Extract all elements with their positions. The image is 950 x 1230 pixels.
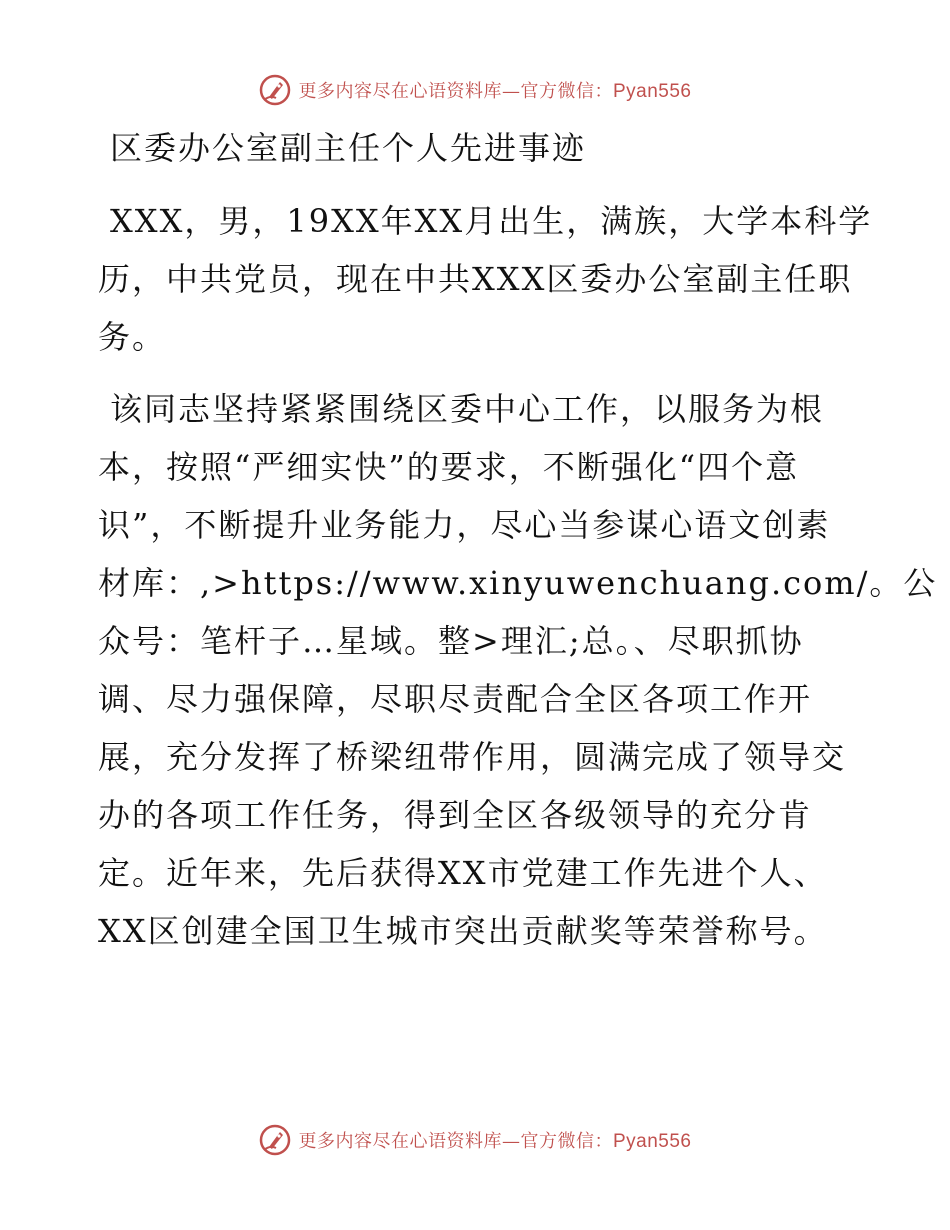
paragraph-line: 定。近年来，先后获得XX市党建工作先进个人、 <box>98 854 828 892</box>
paragraph-line: 办的各项工作任务，得到全区各级领导的充分肯 <box>98 796 813 834</box>
pen-nib-logo-icon <box>258 73 292 107</box>
paragraph-line: 材库：,>https://www.xinyuwenchuang.com/。公 <box>98 564 938 602</box>
paragraph-line: 调、尽力强保障，尽职尽责配合全区各项工作开 <box>98 680 813 718</box>
paragraph-line: 识”，不断提升业务能力，尽心当参谋心语文创素 <box>98 506 831 544</box>
footer-banner-label: 更多内容尽在心语资料库—官方微信： <box>298 1131 613 1152</box>
footer-wechat-handle: Pyan556 <box>612 1131 692 1152</box>
paragraph-line: XX区创建全国卫生城市突出贡献奖等荣誉称号。 <box>98 912 828 950</box>
paragraph-line: 该同志坚持紧紧围绕区委中心工作，以服务为根 <box>110 390 825 428</box>
pen-nib-logo-icon <box>258 1123 292 1157</box>
header-wechat-handle: Pyan556 <box>612 81 692 102</box>
document-title: 区委办公室副主任个人先进事迹 <box>110 129 587 167</box>
paragraph-line: 本，按照“严细实快”的要求，不断强化“四个意 <box>98 448 800 486</box>
header-banner-label: 更多内容尽在心语资料库—官方微信： <box>298 81 613 102</box>
header-watermark-banner <box>0 70 950 110</box>
paragraph-line: XXX，男，19XX年XX月出生，满族，大学本科学 <box>110 202 873 240</box>
header-watermark-text <box>298 77 691 103</box>
footer-watermark-banner <box>0 1120 950 1160</box>
paragraph-line: 历，中共党员，现在中共XXX区委办公室副主任职 <box>98 260 853 298</box>
footer-watermark-text <box>298 1127 691 1153</box>
document-body <box>98 118 938 960</box>
paragraph-line: 众号：笔杆子…星域。整>理汇;总。、尽职抓协 <box>98 622 804 660</box>
paragraph-achievements <box>98 380 938 960</box>
paragraph-line: 展，充分发挥了桥梁纽带作用，圆满完成了领导交 <box>98 738 847 776</box>
paragraph-intro <box>98 192 873 366</box>
paragraph-line: 务。 <box>98 318 167 356</box>
